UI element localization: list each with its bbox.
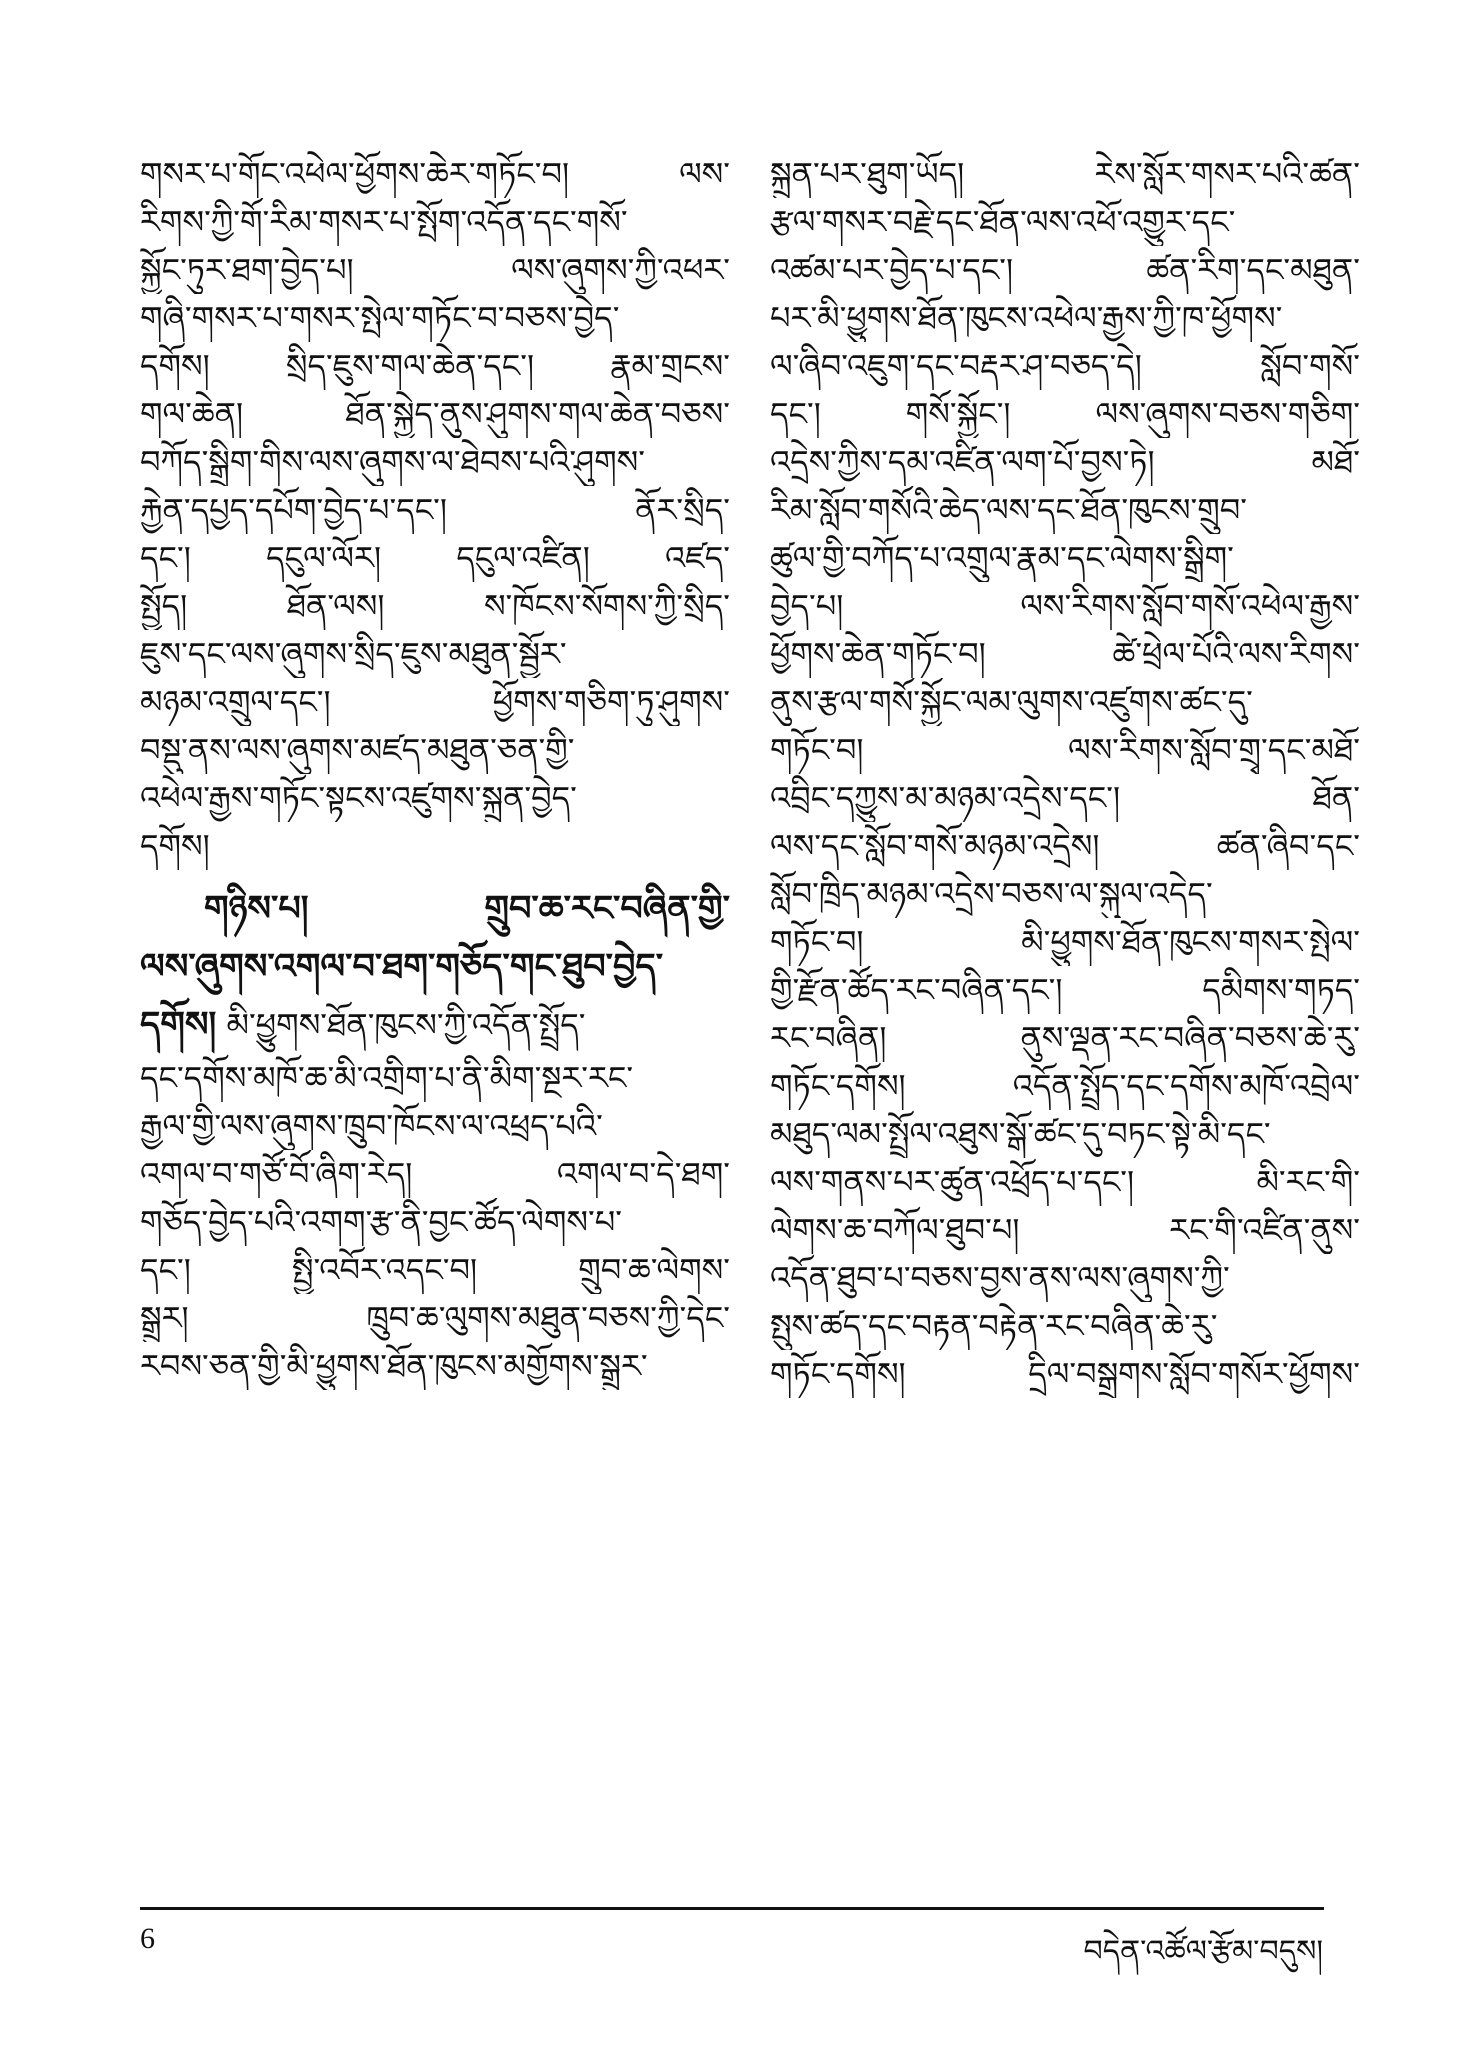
text-line: དགོས། སྲིད་ཇུས་གལ་ཆེན་དང་། རྣམ་གྲངས་ bbox=[140, 347, 730, 385]
footer-rule bbox=[140, 1907, 1324, 1910]
text-run: མི་ཕྱུགས་ཐོན་ཁུངས་ཀྱི་འདོན་སྤྲོད་ bbox=[226, 1006, 586, 1044]
text-line: འཚམ་པར་བྱེད་པ་དང་། ཚན་རིག་དང་མཐུན་ bbox=[770, 251, 1360, 289]
text-line: དང་། དངུལ་ལོར། དངུལ་འཛིན། འཛད་ bbox=[140, 539, 730, 577]
text-line: གཏོང་དགོས། དྲིལ་བསྒྲགས་སློབ་གསོར་ཕྱོགས་ bbox=[770, 1355, 1360, 1393]
text-line: བསྡུ་ནས་ལས་ཞུགས་མཛད་མཐུན་ཅན་གྱི་ bbox=[140, 731, 575, 769]
text-line: ལེགས་ཆ་བཀོལ་ཐུབ་པ། རང་གི་འཛིན་ནུས་ bbox=[770, 1211, 1360, 1249]
text-line: ཇུས་དང་ལས་ཞུགས་སྲིད་ཇུས་མཐུན་སྦྱོར་ bbox=[140, 635, 567, 673]
section-heading: ལས་ཞུགས་འགལ་བ་ཐག་གཅོད་གང་ཐུབ་བྱེད་ bbox=[140, 946, 664, 987]
section-heading-line bbox=[140, 996, 730, 1054]
text-line: དགོས། bbox=[140, 827, 210, 865]
text-line: རིམ་སློབ་གསོའི་ཆེད་ལས་དང་ཐོན་ཁུངས་གྲུབ་ bbox=[770, 491, 1247, 529]
text-line: རང་བཞིན། ནུས་ལྡན་རང་བཞིན་བཅས་ཆེ་རུ་ bbox=[770, 1019, 1360, 1057]
text-line: འབྲིང་དཀྱུས་མ་མཉམ་འདྲེས་དང་། ཐོན་ bbox=[770, 779, 1360, 817]
text-line: དང་། གསོ་སྐྱོང་། ལས་ཞུགས་བཅས་གཅིག་ bbox=[770, 395, 1360, 433]
text-line: ལ་ཞིབ་འཇུག་དང་བརྡར་ཤ་བཅད་དེ། སློབ་གསོ་ bbox=[770, 347, 1360, 385]
page-number: 6 bbox=[140, 1922, 155, 1955]
text-line: གསར་པ་གོང་འཕེལ་ཕྱོགས་ཆེར་གཏོང་བ། ལས་ bbox=[140, 155, 730, 193]
text-line: རྒྱལ་གྱི་ལས་ཞུགས་ཁྲུབ་ཁོངས་ལ་འཕྲད་པའི་ bbox=[140, 1107, 603, 1145]
text-line: འདོན་ཐུབ་པ་བཅས་བྱས་ནས་ལས་ཞུགས་ཀྱི་ bbox=[770, 1259, 1230, 1297]
text-line: ཕྱོགས་ཆེན་གཏོང་བ། ཚེ་ཕྲེལ་པོའི་ལས་རིགས་ bbox=[770, 635, 1360, 673]
left-column bbox=[140, 150, 730, 1390]
text-line: རབས་ཅན་གྱི་མི་ཕྱུགས་ཐོན་ཁུངས་མགྱོགས་སྒྲུར་ bbox=[140, 1347, 648, 1385]
text-line: སྐྱོང་ཏུར་ཐག་བྱེད་པ། ལས་ཞུགས་ཀྱི་འཕར་ bbox=[140, 251, 730, 289]
text-line: སྤྱོད། ཐོན་ལས། ས་ཁོངས་སོགས་ཀྱི་སྲིད་ bbox=[140, 587, 730, 625]
text-line: གཏོང་དགོས། འདོན་སྤྲོད་དང་དགོས་མཁོ་འབྲེལ་ bbox=[770, 1067, 1360, 1105]
text-line: པར་མི་ཕྱུགས་ཐོན་ཁུངས་འཕེལ་རྒྱས་ཀྱི་ཁ་ཕྱོགས་ bbox=[770, 299, 1283, 337]
text-line: རིགས་ཀྱི་གོ་རིམ་གསར་པ་སྤོག་འདོན་དང་གསོ་ bbox=[140, 203, 628, 241]
text-line: གྱི་རྫོན་ཚོད་རང་བཞིན་དང་། དམིགས་གཏད་ bbox=[770, 971, 1360, 1009]
text-line: རྐྱེན་དཔྱད་དཔོག་བྱེད་པ་དང་། ནོར་སྲིད་ bbox=[140, 491, 730, 529]
text-line: སྐྲུན་པར་ཐུག་ཡོད། རེས་སློར་གསར་པའི་ཚན་ bbox=[770, 155, 1360, 193]
text-line: ལས་གནས་པར་ཚུན་འཕྲོད་པ་དང་། མི་རང་གི་ bbox=[770, 1163, 1360, 1201]
text-line: གཏོང་བ། མི་ཕྱུགས་ཐོན་ཁུངས་གསར་སྤེལ་ bbox=[770, 923, 1360, 961]
text-line: གཅོད་བྱེད་པའི་འགག་རྩ་ནི་བྱང་ཚོད་ལེགས་པ་ bbox=[140, 1203, 622, 1241]
right-column bbox=[770, 150, 1360, 1398]
text-line: ནུས་རྩལ་གསོ་སྐྱོང་ལམ་ལུགས་འཛུགས་ཚང་དུ་ bbox=[770, 683, 1253, 721]
section-heading: གཉིས་པ། གྲུབ་ཆ་རང་བཞིན་གྱི་ bbox=[204, 888, 730, 929]
text-line: རྩལ་གསར་བརྗེ་དང་ཐོན་ལས་འཕོ་འགྱུར་དང་ bbox=[770, 203, 1236, 241]
text-line: གཞི་གསར་པ་གསར་སྤེལ་གཏོང་བ་བཅས་བྱེད་ bbox=[140, 299, 620, 337]
text-line: གལ་ཆེན། ཐོན་སྐྱེད་ནུས་ཤུགས་གལ་ཆེན་བཅས་ bbox=[140, 395, 730, 433]
text-line: བྱེད་པ། ལས་རིགས་སློབ་གསོ་འཕེལ་རྒྱས་ bbox=[770, 587, 1360, 625]
text-line: འདྲེས་ཀྱིས་དམ་འཛིན་ལག་པོ་བྱས་ཏེ། མཐོ་ bbox=[770, 443, 1360, 481]
text-line: འཕེལ་རྒྱས་གཏོང་སྟངས་འཛུགས་སྐྲུན་བྱེད་ bbox=[140, 779, 577, 817]
text-line: དང་། སྤྱི་འབོར་འདང་བ། གྲུབ་ཆ་ལེགས་ bbox=[140, 1251, 730, 1289]
text-line: ལས་དང་སློབ་གསོ་མཉམ་འདྲེས། ཚན་ཞིབ་དང་ bbox=[770, 827, 1360, 865]
text-line: དང་དགོས་མཁོ་ཆ་མི་འགྲིག་པ་ནི་མིག་སྔར་རང་ bbox=[140, 1059, 634, 1097]
text-line: གཏོང་བ། ལས་རིགས་སློབ་གྲྭ་དང་མཐོ་ bbox=[770, 731, 1360, 769]
running-footer-title: བདེན་འཚོལ་རྩོམ་བདུས། bbox=[1083, 1934, 1323, 1969]
section-heading: དགོས། bbox=[140, 1004, 217, 1045]
text-line: མཉམ་འགྲུལ་དང་། ཕྱོགས་གཅིག་ཏུ་ཤུགས་ bbox=[140, 683, 730, 721]
text-line: སྤུས་ཚད་དང་བརྟན་བརྟེན་རང་བཞིན་ཆེ་རུ་ bbox=[770, 1307, 1218, 1345]
text-line: ཚུལ་གྱི་བཀོད་པ་འགྲུལ་རྣམ་དང་ལེགས་སྒྲིག་ bbox=[770, 539, 1234, 577]
text-line: སློབ་ཁྲིད་མཉམ་འདྲེས་བཅས་ལ་སྐུལ་འདེད་ bbox=[770, 875, 1213, 913]
text-line: བཀོད་སྒྲིག་གིས་ལས་ཞུགས་ལ་ཐེབས་པའི་ཤུགས་ bbox=[140, 443, 645, 481]
text-line: མཐུད་ལམ་སྤྲོལ་འཐུས་སྒོ་ཚང་དུ་བཏང་སྟེ་མི་དང་ bbox=[770, 1115, 1271, 1153]
text-line: སྒྲུར། ཁྲུབ་ཆ་ལུགས་མཐུན་བཅས་ཀྱི་དེང་ bbox=[140, 1299, 730, 1337]
text-line: འགལ་བ་གཙོ་བོ་ཞིག་རེད། འགལ་བ་དེ་ཐག་ bbox=[140, 1155, 730, 1193]
